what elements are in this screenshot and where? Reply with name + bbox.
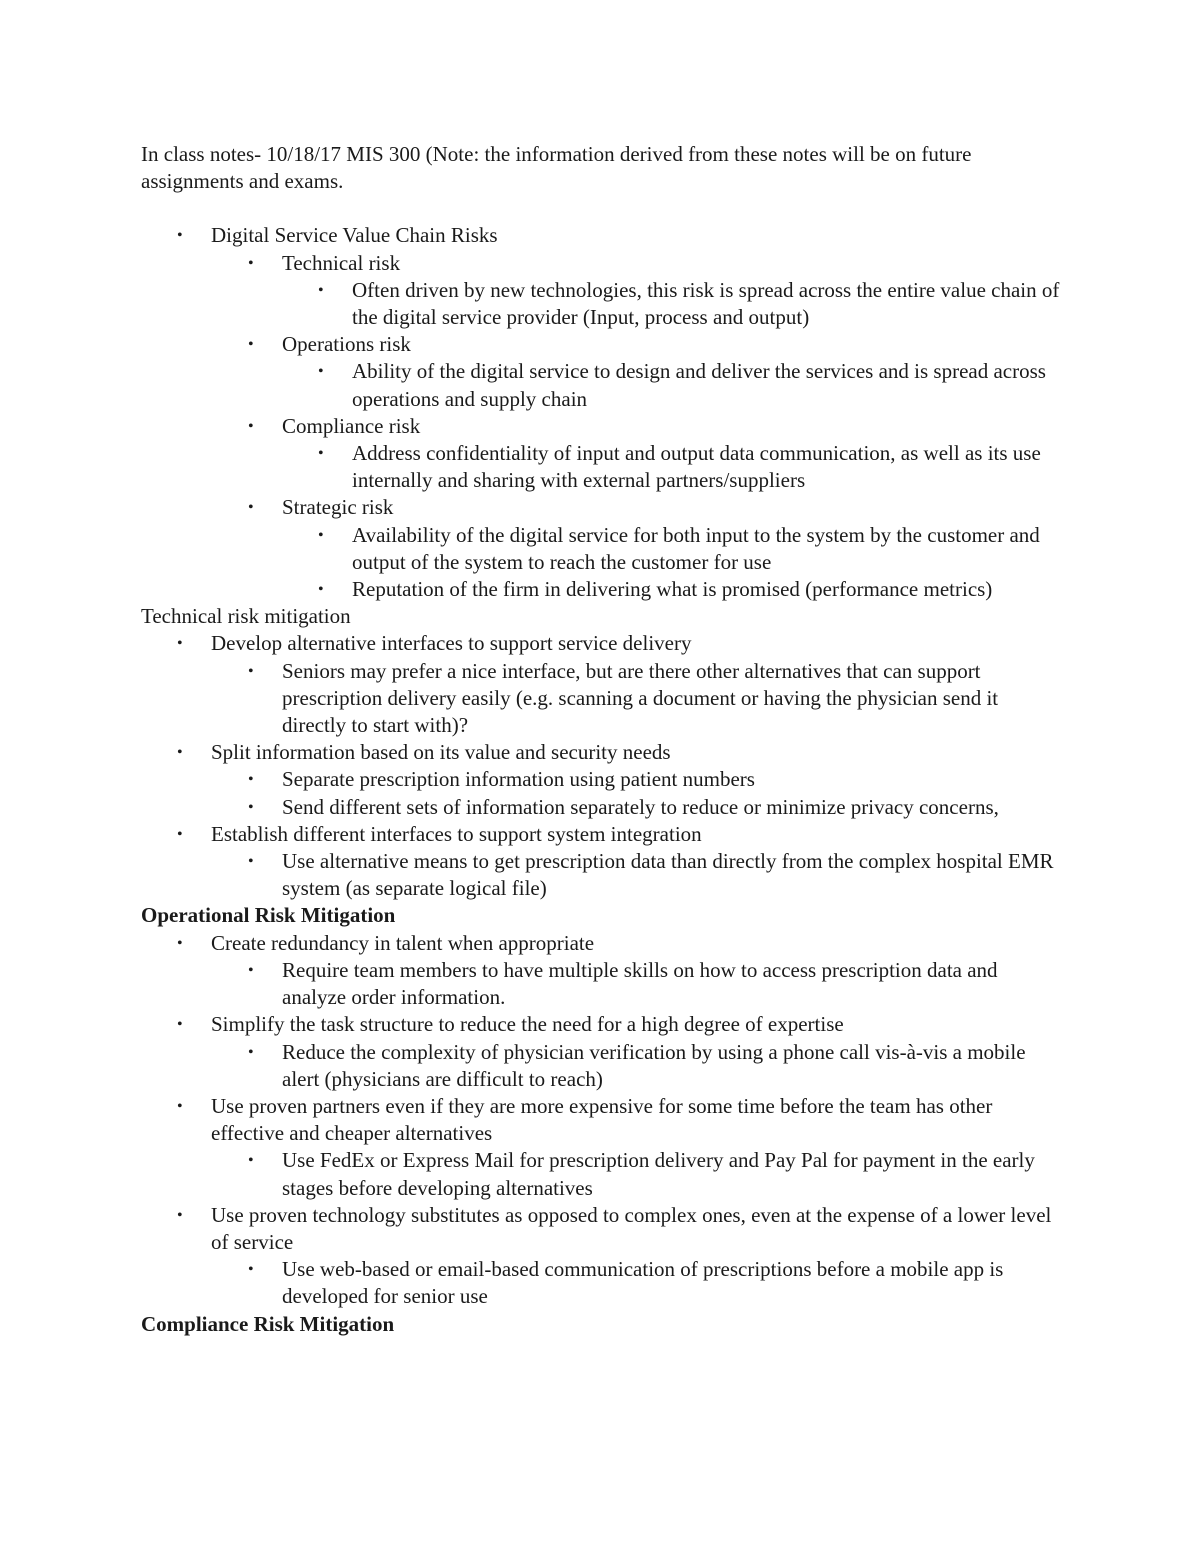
- bullet-icon: •: [177, 744, 183, 762]
- list-item-text: Require team members to have multiple skills on how to access prescription data and analyze order information.: [282, 957, 998, 1010]
- list-item-level-2: [141, 766, 1061, 793]
- bullet-icon: •: [318, 281, 324, 299]
- list-item-text: Use proven partners even if they are more expensive for some time before the team has other effective and cheaper alternatives: [211, 1093, 993, 1146]
- bullet-icon: •: [177, 227, 183, 245]
- document-page: [141, 141, 1061, 1338]
- list-item-level-1: [141, 222, 1061, 249]
- bullet-icon: •: [177, 825, 183, 843]
- list-item-level-2: [141, 331, 1061, 358]
- list-item-text: Compliance risk: [282, 413, 421, 438]
- bullet-icon: •: [248, 1152, 254, 1170]
- bullet-icon: •: [248, 662, 254, 680]
- list-technical-risk-mitigation: [141, 630, 1061, 902]
- list-item-text: Reduce the complexity of physician verification by using a phone call vis-à-vis a mobile alert (physicians are difficult to reach): [282, 1039, 1026, 1091]
- bullet-icon: •: [177, 1097, 183, 1115]
- intro-paragraph: In class notes- 10/18/17 MIS 300 (Note: the information derived from these notes will be on future assignments and exams.: [141, 142, 972, 194]
- list-item-text: Operations risk: [282, 332, 411, 357]
- bullet-icon: •: [248, 798, 254, 816]
- list-item-text: Reputation of the firm in delivering what is promised (performance metrics): [352, 577, 993, 602]
- list-item-text: Availability of the digital service for both input to the system by the customer and output of the system to reach the customer for use: [352, 522, 1040, 574]
- list-item-level-1: [141, 930, 1061, 957]
- list-item-level-2: [141, 1039, 1061, 1093]
- list-item-text: Split information based on its value and security needs: [211, 740, 671, 765]
- bullet-icon: •: [177, 1206, 183, 1224]
- list-item-level-2: [141, 494, 1061, 521]
- list-item-level-2: [141, 1147, 1061, 1201]
- bullet-icon: •: [177, 635, 183, 653]
- list-item-text: Separate prescription information using patient numbers: [282, 767, 755, 792]
- list-item-text: Develop alternative interfaces to support service delivery: [211, 631, 692, 656]
- heading-compliance-risk-mitigation: Compliance Risk Mitigation: [141, 1311, 395, 1336]
- list-item-level-1: [141, 739, 1061, 766]
- list-item-level-2: [141, 1256, 1061, 1310]
- list-item-text: Often driven by new technologies, this risk is spread across the entire value chain of the digital service provider (Input, process and output): [352, 277, 1060, 330]
- list-item-text: Establish different interfaces to support system integration: [211, 821, 702, 846]
- list-item-text: Use proven technology substitutes as opposed to complex ones, even at the expense of a lower level of service: [211, 1202, 1052, 1254]
- list-item-level-2: [141, 848, 1061, 902]
- list-item-level-3: [141, 576, 1061, 603]
- list-item-level-3: [141, 522, 1061, 576]
- bullet-icon: •: [318, 363, 324, 381]
- list-item-text: Technical risk: [282, 250, 401, 275]
- list-item-level-2: [141, 658, 1061, 740]
- bullet-icon: •: [177, 934, 183, 952]
- list-item-text: Simplify the task structure to reduce the need for a high degree of expertise: [211, 1012, 844, 1037]
- list-item-level-1: [141, 1202, 1061, 1256]
- bullet-icon: •: [177, 1016, 183, 1034]
- bullet-icon: •: [248, 499, 254, 517]
- list-digital-service-risks: [141, 222, 1061, 603]
- bullet-icon: •: [248, 336, 254, 354]
- bullet-icon: •: [248, 771, 254, 789]
- list-item-level-1: [141, 1093, 1061, 1147]
- list-item-text: Use FedEx or Express Mail for prescription delivery and Pay Pal for payment in the early stages before developing alternatives: [282, 1148, 1035, 1200]
- list-item-text: Create redundancy in talent when appropriate: [211, 930, 595, 955]
- heading-technical-risk-mitigation: Technical risk mitigation: [141, 604, 351, 629]
- bullet-icon: •: [248, 961, 254, 979]
- heading-operational-risk-mitigation: Operational Risk Mitigation: [141, 903, 396, 928]
- list-item-level-3: [141, 358, 1061, 412]
- bullet-icon: •: [248, 1043, 254, 1061]
- bullet-icon: •: [248, 853, 254, 871]
- list-item-text: Use alternative means to get prescription data than directly from the complex hospital EMR system (as separate logical file): [282, 849, 1054, 901]
- list-item-level-2: [141, 957, 1061, 1011]
- list-item-text: Seniors may prefer a nice interface, but are there other alternatives that can support prescription delivery easily (e.g. scanning a document or having the physician send it directly to start with)?: [282, 658, 999, 738]
- bullet-icon: •: [248, 254, 254, 272]
- bullet-icon: •: [318, 445, 324, 463]
- bullet-icon: •: [318, 526, 324, 544]
- list-item-level-3: [141, 277, 1061, 331]
- list-item-level-1: [141, 630, 1061, 657]
- list-item-level-3: [141, 440, 1061, 494]
- list-operational-risk-mitigation: [141, 930, 1061, 1311]
- list-item-level-1: [141, 1011, 1061, 1038]
- bullet-icon: •: [318, 581, 324, 599]
- list-item-text: Send different sets of information separately to reduce or minimize privacy concerns,: [282, 794, 999, 819]
- list-item-level-2: [141, 413, 1061, 440]
- list-item-text: Digital Service Value Chain Risks: [211, 223, 498, 248]
- list-item-text: Strategic risk: [282, 495, 394, 520]
- bullet-icon: •: [248, 417, 254, 435]
- list-item-level-2: [141, 250, 1061, 277]
- list-item-text: Address confidentiality of input and output data communication, as well as its use internally and sharing with external partners/suppliers: [352, 441, 1041, 493]
- list-item-level-1: [141, 821, 1061, 848]
- bullet-icon: •: [248, 1261, 254, 1279]
- list-item-text: Use web-based or email-based communication of prescriptions before a mobile app is developed for senior use: [282, 1257, 1004, 1309]
- list-item-text: Ability of the digital service to design and deliver the services and is spread across operations and supply chain: [352, 359, 1046, 411]
- list-item-level-2: [141, 794, 1061, 821]
